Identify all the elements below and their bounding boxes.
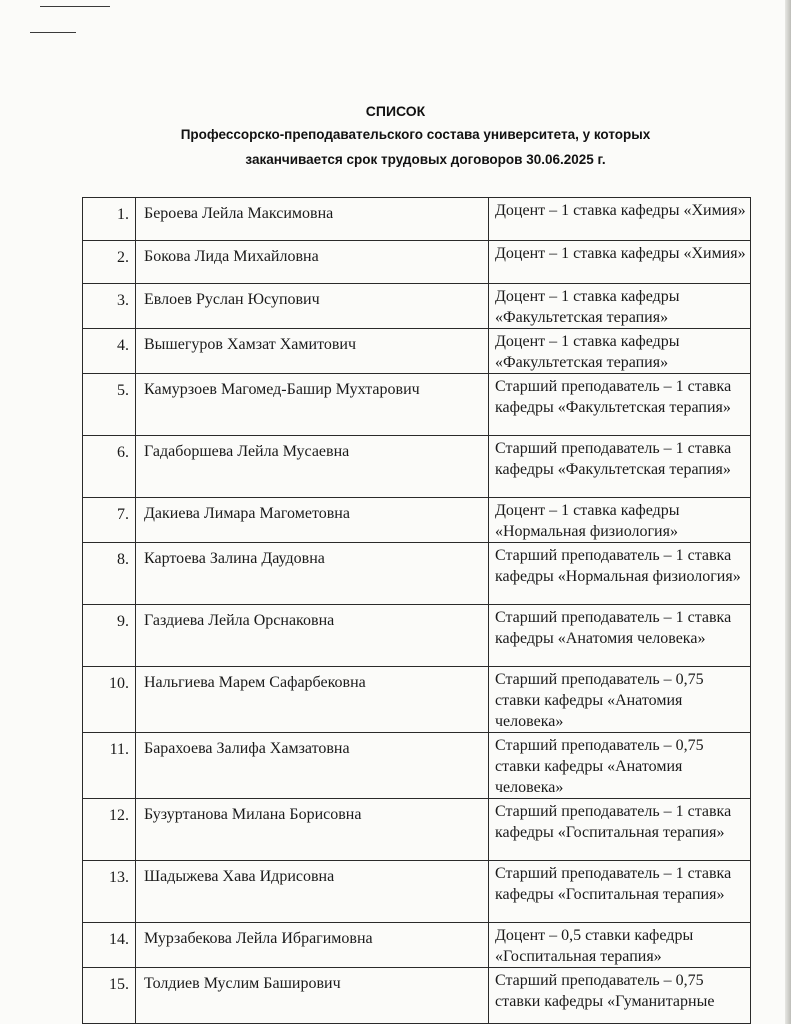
row-number: 4. bbox=[83, 329, 136, 374]
staff-table bbox=[82, 197, 751, 1024]
document-subtitle-line2: заканчивается срок трудовых договоров 30.06.2025 г. bbox=[245, 152, 606, 167]
employee-position: Старший преподаватель – 0,75 ставки кафедры «Гуманитарные bbox=[489, 968, 751, 1024]
table-row bbox=[83, 667, 751, 733]
table-row bbox=[83, 198, 751, 241]
employee-name: Бокова Лида Михайловна bbox=[136, 241, 489, 284]
employee-position: Старший преподаватель – 1 ставка кафедры «Госпитальная терапия» bbox=[489, 861, 751, 923]
employee-name: Нальгиева Марем Сафарбековна bbox=[136, 667, 489, 733]
employee-name: Вышегуров Хамзат Хамитович bbox=[136, 329, 489, 374]
row-number: 15. bbox=[83, 968, 136, 1024]
row-number: 9. bbox=[83, 605, 136, 667]
row-number: 13. bbox=[83, 861, 136, 923]
employee-name: Газдиева Лейла Орснаковна bbox=[136, 605, 489, 667]
employee-name: Гадаборшева Лейла Мусаевна bbox=[136, 436, 489, 498]
employee-position: Старший преподаватель – 1 ставка кафедры «Анатомия человека» bbox=[489, 605, 751, 667]
table-row bbox=[83, 498, 751, 543]
row-number: 3. bbox=[83, 284, 136, 329]
table-row bbox=[83, 605, 751, 667]
table-row bbox=[83, 374, 751, 436]
table-row bbox=[83, 861, 751, 923]
employee-position: Старший преподаватель – 1 ставка кафедры «Факультетская терапия» bbox=[489, 436, 751, 498]
row-number: 2. bbox=[83, 241, 136, 284]
row-number: 5. bbox=[83, 374, 136, 436]
table-row bbox=[83, 968, 751, 1024]
employee-position: Старший преподаватель – 1 ставка кафедры «Нормальная физиология» bbox=[489, 543, 751, 605]
table-row bbox=[83, 799, 751, 861]
employee-position: Доцент – 1 ставка кафедры «Факультетская терапия» bbox=[489, 284, 751, 329]
employee-name: Шадыжева Хава Идрисовна bbox=[136, 861, 489, 923]
table-row bbox=[83, 543, 751, 605]
row-number: 10. bbox=[83, 667, 136, 733]
row-number: 14. bbox=[83, 923, 136, 968]
document-title: СПИСОК bbox=[365, 103, 426, 119]
employee-name: Дакиева Лимара Магометовна bbox=[136, 498, 489, 543]
document-subtitle-line1: Профессорско-преподавательского состава университета, у которых bbox=[180, 127, 651, 142]
employee-position: Старший преподаватель – 1 ставка кафедры «Госпитальная терапия» bbox=[489, 799, 751, 861]
employee-position: Доцент – 0,5 ставки кафедры «Госпитальная терапия» bbox=[489, 923, 751, 968]
employee-name: Барахоева Залифа Хамзатовна bbox=[136, 733, 489, 799]
table-row bbox=[83, 733, 751, 799]
employee-name: Мурзабекова Лейла Ибрагимовна bbox=[136, 923, 489, 968]
row-number: 12. bbox=[83, 799, 136, 861]
employee-position: Старший преподаватель – 0,75 ставки кафедры «Анатомия человека» bbox=[489, 733, 751, 799]
row-number: 8. bbox=[83, 543, 136, 605]
row-number: 6. bbox=[83, 436, 136, 498]
employee-name: Камурзоев Магомед-Башир Мухтарович bbox=[136, 374, 489, 436]
employee-name: Картоева Залина Даудовна bbox=[136, 543, 489, 605]
row-number: 7. bbox=[83, 498, 136, 543]
employee-position: Старший преподаватель – 0,75 ставки кафедры «Анатомия человека» bbox=[489, 667, 751, 733]
table-row bbox=[83, 329, 751, 374]
table-row bbox=[83, 923, 751, 968]
employee-name: Евлоев Руслан Юсупович bbox=[136, 284, 489, 329]
table-row bbox=[83, 436, 751, 498]
employee-name: Толдиев Муслим Баширович bbox=[136, 968, 489, 1024]
table-row bbox=[83, 241, 751, 284]
employee-position: Доцент – 1 ставка кафедры «Химия» bbox=[489, 198, 751, 241]
scan-mark-top bbox=[40, 6, 110, 7]
employee-position: Доцент – 1 ставка кафедры «Нормальная физиология» bbox=[489, 498, 751, 543]
employee-position: Доцент – 1 ставка кафедры «Факультетская терапия» bbox=[489, 329, 751, 374]
table-row bbox=[83, 284, 751, 329]
employee-name: Бероева Лейла Максимовна bbox=[136, 198, 489, 241]
scan-mark-left bbox=[30, 32, 76, 33]
employee-position: Старший преподаватель – 1 ставка кафедры «Факультетская терапия» bbox=[489, 374, 751, 436]
row-number: 11. bbox=[83, 733, 136, 799]
employee-position: Доцент – 1 ставка кафедры «Химия» bbox=[489, 241, 751, 284]
row-number: 1. bbox=[83, 198, 136, 241]
employee-name: Бузуртанова Милана Борисовна bbox=[136, 799, 489, 861]
